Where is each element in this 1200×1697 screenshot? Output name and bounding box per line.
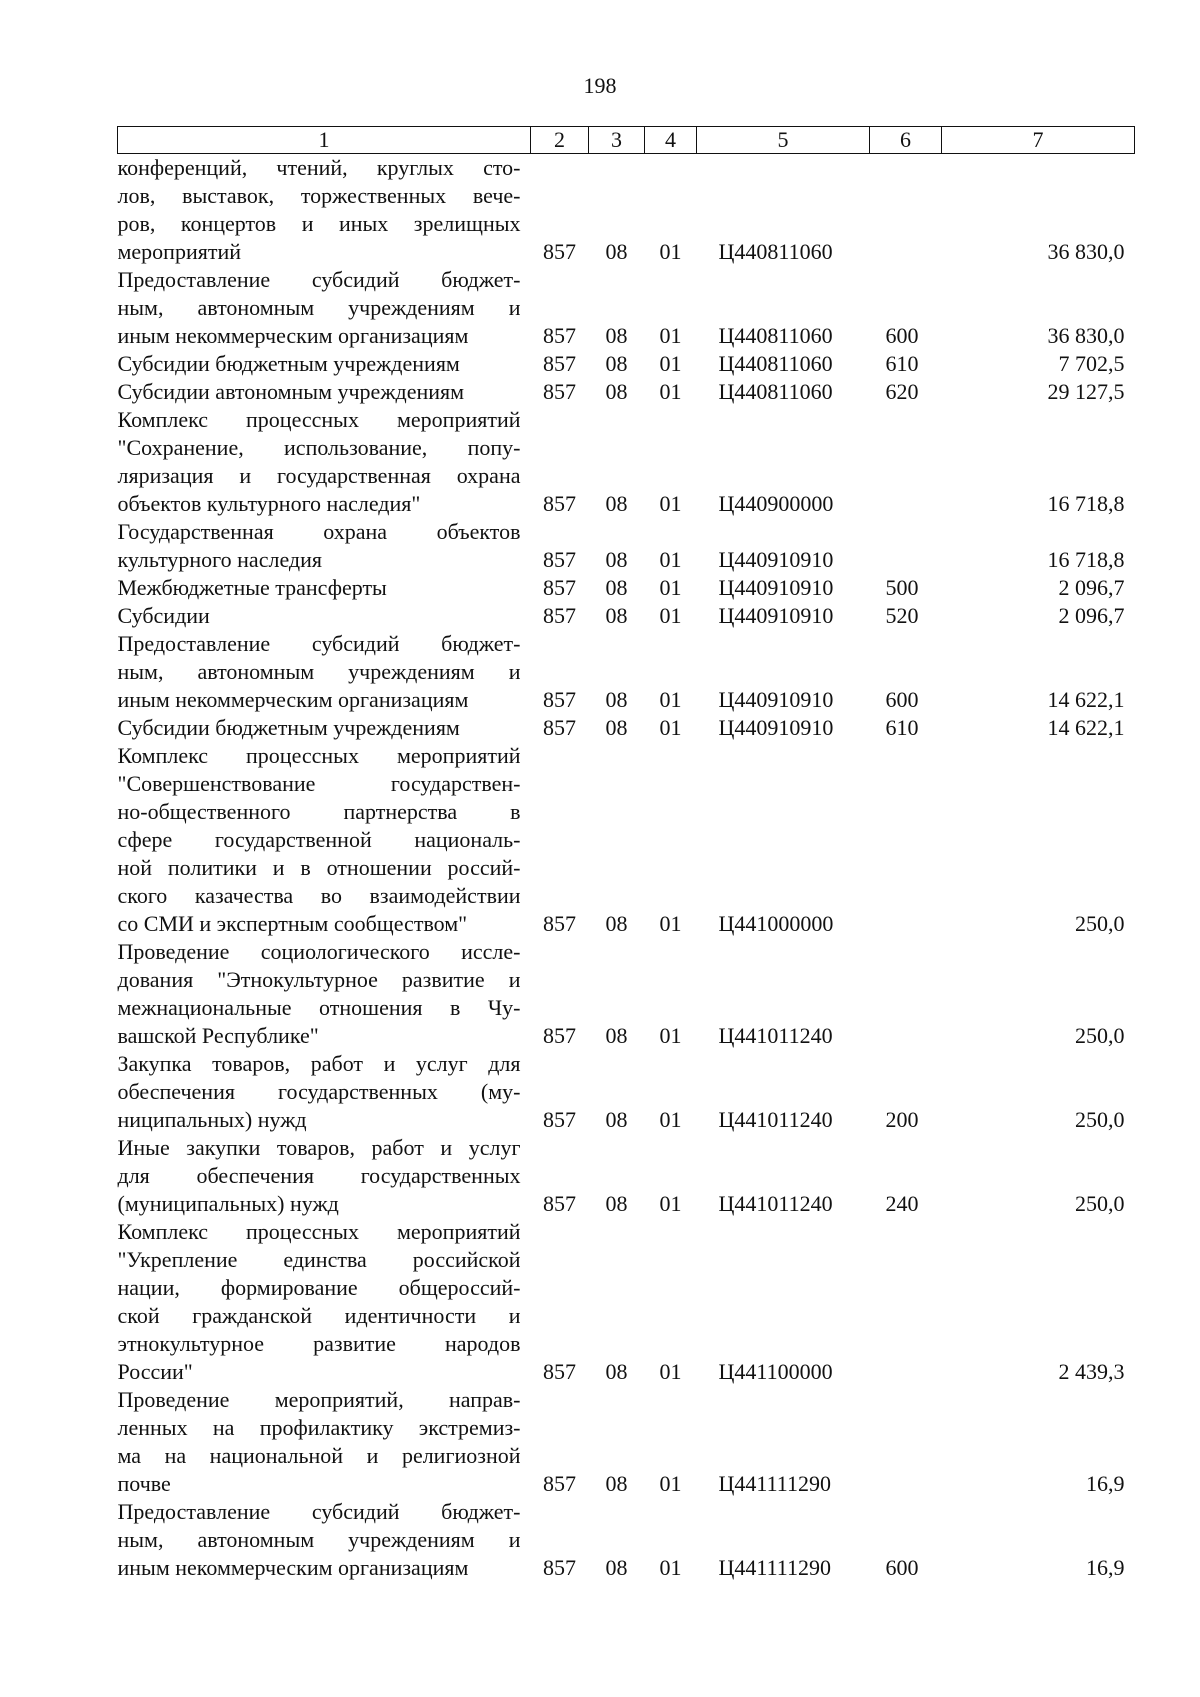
cell-rz: 08 [605, 1555, 628, 1580]
cell-gr: 857 [543, 603, 576, 628]
cell-sum: 14 622,1 [1047, 715, 1125, 740]
cell-pr: 01 [659, 1023, 682, 1048]
cell-sum: 16,9 [1086, 1555, 1125, 1580]
cell-name: Комплекс процессных мероприятий "Сохранение, использование, попу- ляризация и государственная охрана объектов культурного наследия" [117, 407, 521, 516]
cell-gr: 857 [543, 379, 576, 404]
table-row [118, 1498, 1135, 1582]
header-cell-5: 5 [697, 127, 870, 154]
cell-rz: 08 [605, 547, 628, 572]
cell-vr [870, 518, 942, 574]
cell-cs: Ц440811060 [718, 323, 833, 348]
table-body [118, 154, 1135, 1583]
cell-cs: Ц441111290 [718, 1471, 831, 1496]
cell-cs: Ц441100000 [718, 1359, 833, 1384]
cell-cs: Ц441000000 [718, 911, 834, 936]
cell-vr: 600 [885, 323, 919, 348]
cell-name: Проведение мероприятий, направ- ленных на профилактику экстремиз- ма на национальной и религиозной почве [117, 1387, 521, 1496]
cell-gr: 857 [543, 239, 576, 264]
cell-cs: Ц440910910 [718, 687, 834, 712]
cell-vr [870, 742, 942, 938]
cell-sum: 36 830,0 [1047, 323, 1125, 348]
cell-name: Субсидии бюджетным учреждениям [117, 715, 460, 740]
cell-name: Комплекс процессных мероприятий "Совершенствование государствен- но-общественного партнерства в сфере государственной националь- ной политики и в отношении россий- ского казачества во взаимодействии со СМИ и экспертным сообществом" [117, 743, 521, 936]
cell-cs: Ц440811060 [718, 351, 833, 376]
budget-table [117, 126, 1135, 1582]
table-row [118, 1218, 1135, 1386]
cell-cs: Ц440900000 [718, 491, 834, 516]
header-cell-4: 4 [645, 127, 697, 154]
cell-gr: 857 [543, 323, 576, 348]
cell-vr: 520 [885, 603, 919, 628]
table-row [118, 1050, 1135, 1134]
cell-cs: Ц440910910 [718, 575, 834, 600]
cell-cs: Ц440910910 [718, 715, 834, 740]
header-cell-3: 3 [589, 127, 645, 154]
cell-name: Иные закупки товаров, работ и услуг для обеспечения государственных (муниципальных) нужд [117, 1135, 521, 1216]
cell-vr [870, 938, 942, 1050]
cell-rz: 08 [605, 603, 628, 628]
cell-rz: 08 [605, 1023, 628, 1048]
cell-gr: 857 [543, 491, 576, 516]
cell-vr [870, 406, 942, 518]
cell-sum: 7 702,5 [1058, 351, 1125, 376]
cell-pr: 01 [659, 351, 682, 376]
table-row [118, 518, 1135, 574]
cell-sum: 2 096,7 [1058, 603, 1125, 628]
cell-rz: 08 [605, 1471, 628, 1496]
cell-vr: 200 [885, 1107, 919, 1132]
table-row [118, 574, 1135, 602]
table-row [118, 1134, 1135, 1218]
header-cell-7: 7 [942, 127, 1135, 154]
cell-pr: 01 [659, 687, 682, 712]
table-row [118, 714, 1135, 742]
cell-name: Закупка товаров, работ и услуг для обеспечения государственных (му- ниципальных) нужд [117, 1051, 521, 1132]
cell-sum: 250,0 [1075, 911, 1125, 936]
cell-pr: 01 [659, 379, 682, 404]
cell-sum: 16,9 [1086, 1471, 1125, 1496]
cell-rz: 08 [605, 491, 628, 516]
cell-vr [870, 1386, 942, 1498]
cell-name: Государственная охрана объектов культурного наследия [117, 519, 521, 572]
table-row [118, 742, 1135, 938]
cell-pr: 01 [659, 547, 682, 572]
cell-name: Проведение социологического иссле- дования "Этнокультурное развитие и межнациональные отношения в Чу- вашской Республике" [117, 939, 521, 1048]
cell-name: Предоставление субсидий бюджет- ным, автономным учреждениям и иным некоммерческим организациям [117, 1499, 521, 1580]
cell-pr: 01 [659, 239, 682, 264]
page-number: 198 [583, 73, 617, 98]
cell-vr: 500 [885, 575, 919, 600]
table-row [118, 1386, 1135, 1498]
cell-cs: Ц440910910 [718, 547, 834, 572]
cell-name: Субсидии бюджетным учреждениям [117, 351, 460, 376]
cell-cs: Ц441011240 [718, 1191, 833, 1216]
cell-vr: 610 [885, 351, 919, 376]
header-cell-2: 2 [531, 127, 589, 154]
cell-sum: 250,0 [1075, 1023, 1125, 1048]
cell-pr: 01 [659, 1471, 682, 1496]
cell-vr [870, 1218, 942, 1386]
table-row [118, 602, 1135, 630]
cell-pr: 01 [659, 575, 682, 600]
cell-cs: Ц441011240 [718, 1107, 833, 1132]
table-row [118, 938, 1135, 1050]
cell-rz: 08 [605, 911, 628, 936]
cell-pr: 01 [659, 715, 682, 740]
cell-gr: 857 [543, 1359, 576, 1384]
cell-gr: 857 [543, 1107, 576, 1132]
cell-pr: 01 [659, 491, 682, 516]
cell-vr [870, 154, 942, 267]
cell-gr: 857 [543, 911, 576, 936]
table-row [118, 406, 1135, 518]
cell-rz: 08 [605, 715, 628, 740]
table-row [118, 378, 1135, 406]
cell-rz: 08 [605, 379, 628, 404]
cell-name: Субсидии [117, 603, 210, 628]
cell-cs: Ц441011240 [718, 1023, 833, 1048]
cell-rz: 08 [605, 1107, 628, 1132]
cell-rz: 08 [605, 239, 628, 264]
header-cell-6: 6 [870, 127, 942, 154]
cell-pr: 01 [659, 1555, 682, 1580]
cell-pr: 01 [659, 1191, 682, 1216]
cell-name: Предоставление субсидий бюджет- ным, автономным учреждениям и иным некоммерческим организациям [117, 631, 521, 712]
table-row [118, 154, 1135, 267]
cell-gr: 857 [543, 1471, 576, 1496]
cell-name: Субсидии автономным учреждениям [117, 379, 465, 404]
header-row [118, 127, 1135, 154]
cell-name: Предоставление субсидий бюджет- ным, автономным учреждениям и иным некоммерческим организациям [117, 267, 521, 348]
cell-pr: 01 [659, 1359, 682, 1384]
cell-sum: 16 718,8 [1047, 547, 1125, 572]
cell-rz: 08 [605, 687, 628, 712]
cell-name: конференций, чтений, круглых сто- лов, выставок, торжественных вече- ров, концертов и иных зрелищных мероприятий [117, 155, 521, 264]
cell-sum: 250,0 [1075, 1191, 1125, 1216]
cell-name: Комплекс процессных мероприятий "Укрепление единства российской нации, формирование общероссий- ской гражданской идентичности и этнокультурное развитие народов России" [117, 1219, 521, 1384]
cell-cs: Ц440811060 [718, 239, 833, 264]
cell-rz: 08 [605, 1191, 628, 1216]
header-cell-1: 1 [118, 127, 531, 154]
cell-gr: 857 [543, 687, 576, 712]
table-row [118, 350, 1135, 378]
cell-vr: 600 [885, 1555, 919, 1580]
cell-sum: 36 830,0 [1047, 239, 1125, 264]
cell-sum: 16 718,8 [1047, 491, 1125, 516]
cell-rz: 08 [605, 351, 628, 376]
cell-gr: 857 [543, 1023, 576, 1048]
cell-pr: 01 [659, 603, 682, 628]
cell-gr: 857 [543, 1191, 576, 1216]
cell-gr: 857 [543, 547, 576, 572]
cell-pr: 01 [659, 1107, 682, 1132]
cell-sum: 2 439,3 [1058, 1359, 1125, 1384]
cell-gr: 857 [543, 1555, 576, 1580]
cell-cs: Ц441111290 [718, 1555, 831, 1580]
cell-pr: 01 [659, 323, 682, 348]
cell-sum: 29 127,5 [1047, 379, 1125, 404]
table-row [118, 630, 1135, 714]
cell-gr: 857 [543, 351, 576, 376]
cell-sum: 2 096,7 [1058, 575, 1125, 600]
cell-gr: 857 [543, 575, 576, 600]
table-row [118, 266, 1135, 350]
cell-vr: 600 [885, 687, 919, 712]
table-header [118, 127, 1135, 154]
cell-sum: 14 622,1 [1047, 687, 1125, 712]
cell-rz: 08 [605, 323, 628, 348]
cell-gr: 857 [543, 715, 576, 740]
cell-rz: 08 [605, 575, 628, 600]
cell-pr: 01 [659, 911, 682, 936]
cell-cs: Ц440811060 [718, 379, 833, 404]
cell-name: Межбюджетные трансферты [117, 575, 387, 600]
cell-cs: Ц440910910 [718, 603, 834, 628]
cell-vr: 240 [885, 1191, 919, 1216]
cell-sum: 250,0 [1075, 1107, 1125, 1132]
cell-vr: 610 [885, 715, 919, 740]
cell-vr: 620 [885, 379, 919, 404]
cell-rz: 08 [605, 1359, 628, 1384]
